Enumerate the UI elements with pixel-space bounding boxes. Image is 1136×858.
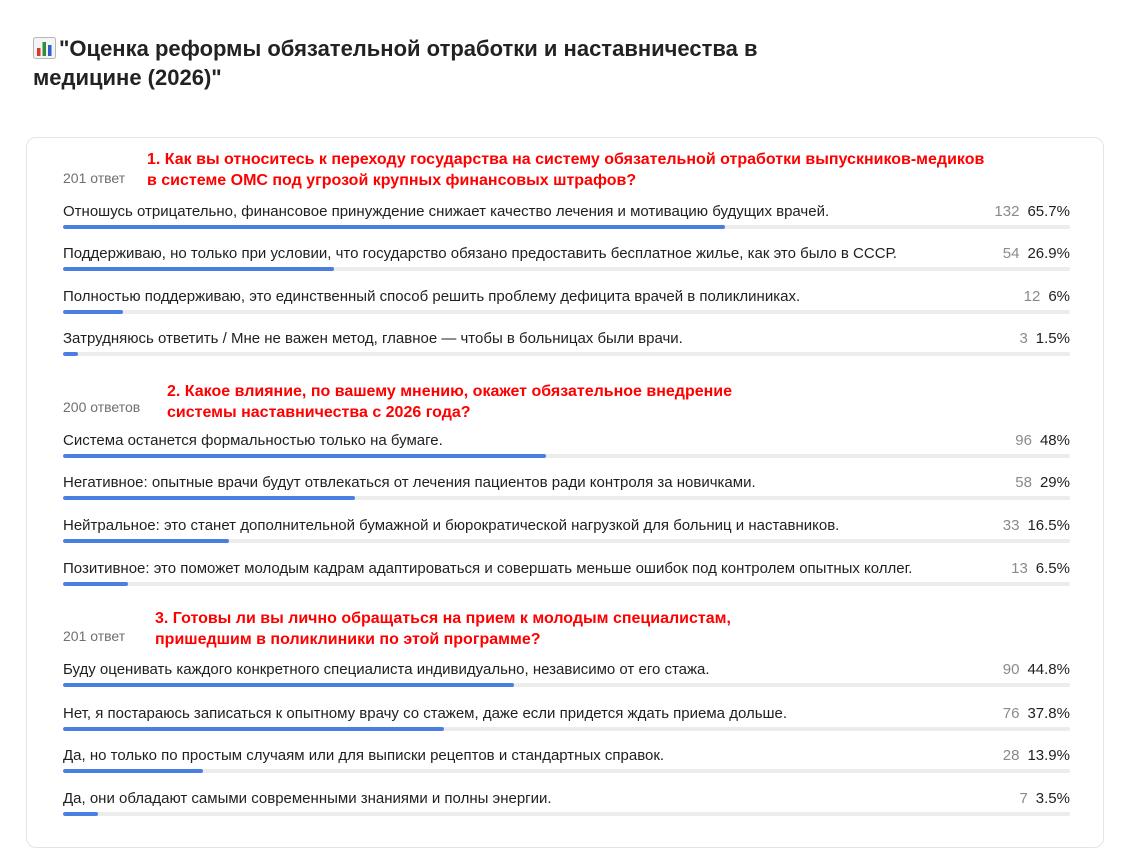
answer-row (63, 705, 1070, 741)
answer-row (63, 560, 1070, 596)
progress-fill (63, 267, 334, 271)
response-count: 201 ответ (63, 628, 126, 644)
page-title (33, 34, 833, 92)
answer-count: 76 (1002, 705, 1020, 722)
answer-count: 13 (1011, 560, 1028, 577)
response-count: 201 ответ (63, 170, 126, 186)
progress-track (63, 267, 1070, 271)
answer-count: 28 (1002, 747, 1020, 764)
answer-percent: 26.9% (1027, 245, 1070, 262)
answer-label: Поддерживаю, но только при условии, что государство обязано предоставить бесплатное жилье, как это было в СССР. (63, 245, 897, 262)
answer-label: Негативное: опытные врачи будут отвлекаться от лечения пациентов ради контроля за новичками. (63, 474, 756, 491)
question-title: 1. Как вы относитесь к переходу государства на систему обязательной отработки выпускников-медиков в системе ОМС под угрозой крупных финансовых штрафов? (147, 151, 985, 189)
progress-track (63, 496, 1070, 500)
page-title-text: "Оценка реформы обязательной отработки и наставничества в медицине (2026)" (33, 36, 758, 90)
bar-chart-icon (33, 37, 56, 59)
answer-row (63, 432, 1070, 468)
answer-stats (1003, 245, 1070, 263)
progress-track (63, 539, 1070, 543)
answer-stats (1019, 330, 1070, 348)
answer-label: Нейтральное: это станет дополнительной бумажной и бюрократической нагрузкой для больниц и наставников. (63, 517, 840, 534)
answer-stats (1019, 790, 1070, 808)
question-title: 3. Готовы ли вы лично обращаться на прием к молодым специалистам, пришедшим в поликлиники по этой программе? (155, 610, 731, 648)
answer-count: 58 (1015, 474, 1032, 491)
answer-label: Затрудняюсь ответить / Мне не важен метод, главное — чтобы в больницах были врачи. (63, 330, 683, 347)
answer-stats (1015, 432, 1070, 450)
question-title: 2. Какое влияние, по вашему мнению, окажет обязательное внедрение системы наставничества с 2026 года? (167, 383, 733, 421)
answer-label: Система останется формальностью только на бумаге. (63, 432, 443, 449)
answer-row (63, 790, 1070, 826)
answer-stats (1015, 474, 1070, 492)
answer-count: 96 (1015, 432, 1032, 449)
answer-percent: 13.9% (1027, 747, 1070, 764)
answer-count: 90 (1002, 661, 1020, 678)
answer-percent: 3.5% (1035, 790, 1070, 807)
answer-count: 132 (994, 203, 1020, 220)
progress-fill (63, 683, 514, 687)
answer-percent: 29% (1039, 474, 1070, 491)
answer-percent: 48% (1039, 432, 1070, 449)
answer-stats (1011, 560, 1070, 578)
answer-label: Нет, я постараюсь записаться к опытному врачу со стажем, даже если придется ждать приема дольше. (63, 705, 788, 722)
answer-stats (1024, 288, 1070, 306)
progress-fill (63, 539, 229, 543)
progress-track (63, 310, 1070, 314)
progress-fill (63, 352, 78, 356)
progress-fill (63, 812, 98, 816)
answer-percent: 16.5% (1027, 517, 1070, 534)
answer-percent: 37.8% (1027, 705, 1070, 722)
answer-stats (1003, 661, 1070, 679)
progress-fill (63, 727, 444, 731)
progress-fill (63, 454, 546, 458)
progress-fill (63, 310, 123, 314)
answer-row (63, 517, 1070, 553)
answer-count: 12 (1023, 288, 1041, 305)
response-count: 200 ответов (63, 399, 141, 415)
answer-percent: 65.7% (1027, 203, 1070, 220)
progress-track (63, 225, 1070, 229)
answer-stats (1003, 747, 1070, 765)
answer-label: Да, но только по простым случаям или для выписки рецептов и стандартных справок. (63, 747, 665, 764)
progress-fill (63, 769, 203, 773)
answer-label: Буду оценивать каждого конкретного специалиста индивидуально, независимо от его стажа. (63, 661, 710, 678)
answer-stats (1003, 705, 1070, 723)
answer-label: Да, они обладают самыми современными знаниями и полны энергии. (63, 790, 552, 807)
answer-stats (994, 203, 1070, 221)
progress-track (63, 769, 1070, 773)
answer-label: Полностью поддерживаю, это единственный способ решить проблему дефицита врачей в поликлиниках. (63, 288, 801, 305)
progress-track (63, 454, 1070, 458)
answer-percent: 1.5% (1035, 330, 1070, 347)
answer-row (63, 288, 1070, 324)
answer-count: 54 (1002, 245, 1020, 262)
answer-percent: 6.5% (1035, 560, 1070, 577)
progress-track (63, 352, 1070, 356)
progress-track (63, 812, 1070, 816)
answer-row (63, 474, 1070, 510)
answer-row (63, 747, 1070, 783)
answer-label: Отношусь отрицательно, финансовое принуждение снижает качество лечения и мотивацию будущих врачей. (63, 203, 830, 220)
progress-fill (63, 496, 355, 500)
answer-count: 7 (1019, 790, 1028, 807)
answer-count: 33 (1002, 517, 1020, 534)
progress-track (63, 582, 1070, 586)
answer-row (63, 203, 1070, 239)
answer-label: Позитивное: это поможет молодым кадрам адаптироваться и совершать меньше ошибок под контролем опытных коллег. (63, 560, 913, 577)
progress-fill (63, 225, 725, 229)
answer-percent: 44.8% (1027, 661, 1070, 678)
answer-percent: 6% (1048, 288, 1070, 305)
answer-stats (1003, 517, 1070, 535)
progress-track (63, 727, 1070, 731)
answer-count: 3 (1019, 330, 1028, 347)
progress-fill (63, 582, 128, 586)
answer-row (63, 245, 1070, 281)
poll-results-card (26, 137, 1104, 848)
answer-row (63, 661, 1070, 697)
answer-row (63, 330, 1070, 366)
progress-track (63, 683, 1070, 687)
